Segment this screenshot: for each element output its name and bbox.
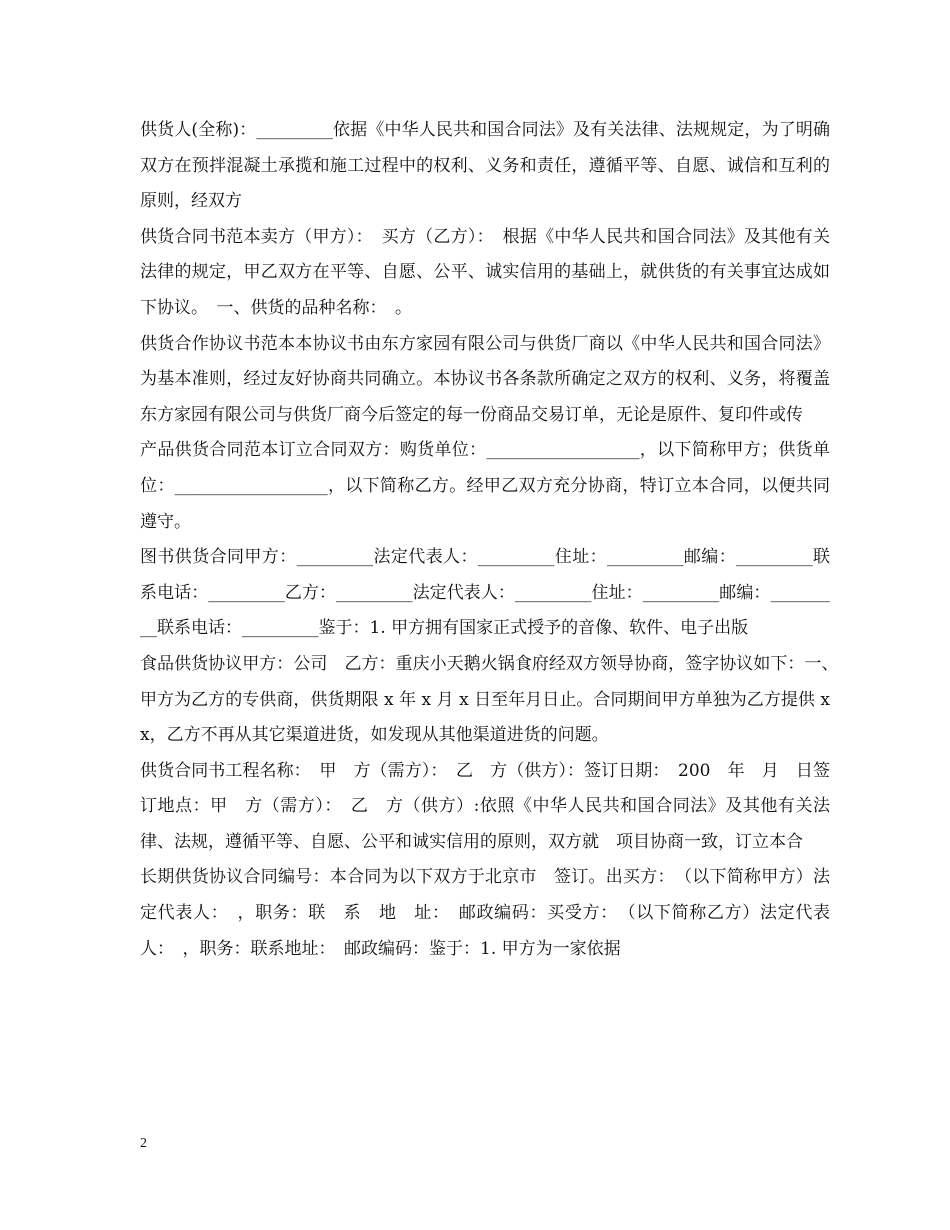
- paragraph-cooperation-agreement: 供货合作协议书范本本协议书由东方家园有限公司与供货厂商以《中华人民共和国合同法》为基本准则，经过友好协商共同确立。本协议书各条款所确定之双方的权利、义务，将覆盖东方家园有限公司与供货厂商今后签定的每一份商品交易订单，无论是原件、复印件或传: [140, 333, 830, 425]
- paragraph-book-supply-contract: 图书供货合同甲方：_________法定代表人：_________住址：_________邮编：_________联系电话：_________乙方：_________法定代表人：_________住址：_________邮编：_________联系电话：_________鉴于：1. 甲方拥有国家正式授予的音像、软件、电子出版: [140, 547, 830, 639]
- paragraph-food-supply-agreement: 食品供货协议甲方：公司 乙方：重庆小天鹅火锅食府经双方领导协商，签字协议如下：一、 甲方为乙方的专供商，供货期限 x 年 x 月 x 日至年月日止。合同期间甲方单独为乙方提供 xx，乙方不再从其它渠道进货，如发现从其他渠道进货的问题。: [140, 653, 847, 746]
- paragraph-supplier-intro: 供货人(全称)：_________依据《中华人民共和国合同法》及有关法律、法规规定，为了明确双方在预拌混凝土承揽和施工过程中的权利、义务和责任，遵循平等、自愿、诚信和互利的原则，经双方: [140, 120, 830, 212]
- document-body: [140, 113, 847, 967]
- paragraph-supply-contract-sample: 供货合同书范本卖方（甲方）： 买方（乙方）： 根据《中华人民共和国合同法》及其他有关法律的规定，甲乙双方在平等、自愿、公平、诚实信用的基础上，就供货的有关事宜达成如下协议。 一、供货的品种名称： 。: [140, 226, 830, 318]
- paragraph-long-term-supply-agreement: 长期供货协议合同编号：本合同为以下双方于北京市 签订。出买方： （以下简称甲方）法定代表人： ，职务：联 系 地 址： 邮政编码：买受方： （以下简称乙方）法定代表人： ，职务：联系地址： 邮政编码：鉴于：1. 甲方为一家依据: [140, 867, 830, 959]
- paragraph-product-supply-contract: 产品供货合同范本订立合同双方：购货单位：__________________，以下简称甲方；供货单位：__________________，以下简称乙方。经甲乙双方充分协商，特订立本合同，以便共同遵守。: [140, 440, 830, 532]
- page-number: 2: [140, 1136, 147, 1151]
- paragraph-project-supply-contract: 供货合同书工程名称： 甲 方（需方）： 乙 方（供方）：签订日期： 200 年 月 日签订地点：甲 方（需方）： 乙 方（供方）:依照《中华人民共和国合同法》及其他有关法律、法规，遵循平等、自愿、公平和诚实信用的原则，双方就 项目协商一致，订立本合: [140, 760, 830, 852]
